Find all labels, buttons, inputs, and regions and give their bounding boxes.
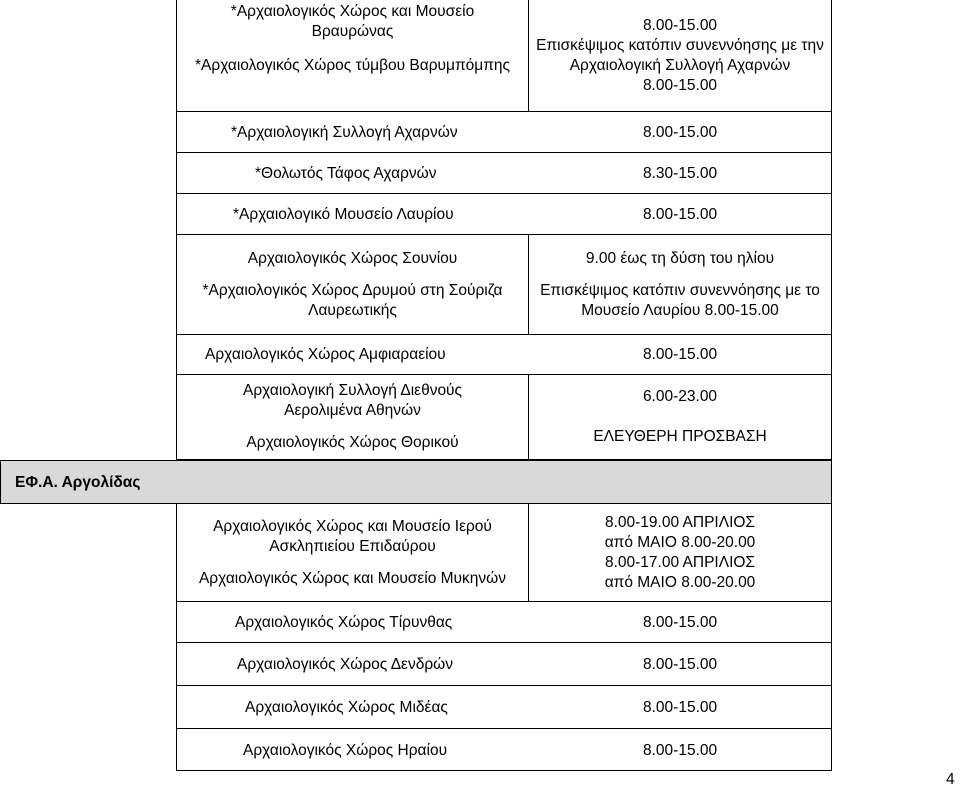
site-name-cell (177, 375, 529, 459)
site-name: Αρχαιολογικός Χώρος και Μουσείο Μυκηνών (198, 569, 507, 587)
site-name: Αρχαιολογικός Χώρος Αμφιαραείου (205, 346, 446, 363)
site-name: *Αρχαιολογικός Χώρος και Μουσείο Βραυρώνας (230, 3, 475, 40)
site-name: Αρχαιολογικός Χώρος Σουνίου (247, 249, 458, 267)
site-name: *Αρχαιολογική Συλλογή Αχαρνών (231, 124, 458, 141)
hours-cell (529, 375, 831, 459)
hours-cell (529, 0, 831, 111)
sites-table-bottom (176, 504, 832, 771)
hours-text: από ΜΑΙΟ 8.00-20.00 (604, 533, 756, 551)
site-name: *Αρχαιολογικός Χώρος τύμβου Βαρυμπόμπης (195, 57, 510, 74)
site-name: Αρχαιολογική Συλλογή Διεθνούς Αερολιμένα Αθηνών (242, 382, 463, 419)
hours-note: Επισκέψιμος κατόπιν συνεννόησης με το Μουσείο Λαυρίου 8.00-15.00 (540, 281, 820, 319)
site-name-cell (177, 504, 529, 601)
table-row (176, 504, 832, 602)
site-name-cell (177, 235, 529, 334)
site-name: *Θολωτός Τάφος Αχαρνών (255, 165, 437, 182)
site-name: Αρχαιολογικός Χώρος Θορικού (246, 434, 459, 451)
table-row (176, 643, 832, 686)
hours-text: 8.00-15.00 (643, 346, 718, 363)
hours-note: Επισκέψιμος κατόπιν συνεννόησης με την Αρχαιολογική Συλλογή Αχαρνών (536, 36, 824, 74)
hours-text: 8.00-15.00 (642, 16, 718, 34)
hours-text: 8.30-15.00 (643, 165, 718, 182)
table-row (176, 375, 832, 460)
hours-text: 8.00-15.00 (642, 76, 718, 94)
sites-table-top (176, 0, 832, 460)
table-row (176, 686, 832, 729)
site-name: Αρχαιολογικός Χώρος και Μουσείο Ιερού Ασκληπιείου Επιδαύρου (213, 517, 492, 555)
hours-cell (529, 504, 831, 601)
table-row (176, 194, 832, 235)
hours-text: 8.00-15.00 (643, 742, 718, 759)
table-row (176, 335, 832, 375)
site-name-cell (177, 0, 529, 111)
hours-text: 8.00-15.00 (643, 206, 718, 223)
table-row (176, 153, 832, 194)
site-name: *Αρχαιολογικός Χώρος Δρυμού στη Σούριζα Λαυρεωτικής (202, 281, 503, 319)
region-header-row (0, 460, 832, 504)
page-number: 4 (946, 771, 955, 788)
table-row (176, 235, 832, 335)
hours-cell (529, 235, 831, 334)
hours-text: 8.00-15.00 (643, 656, 718, 673)
table-row (176, 729, 832, 771)
hours-text: 8.00-15.00 (643, 124, 718, 141)
hours-text: 6.00-23.00 (642, 388, 718, 405)
hours-text: 8.00-17.00 ΑΠΡΙΛΙΟΣ (604, 553, 756, 571)
hours-text: 8.00-15.00 (643, 614, 718, 631)
site-name: Αρχαιολογικός Χώρος Τίρυνθας (235, 614, 453, 631)
site-name: Αρχαιολογικός Χώρος Ηραίου (243, 742, 448, 759)
site-name: Αρχαιολογικός Χώρος Μιδέας (245, 699, 448, 716)
table-row (176, 602, 832, 643)
hours-text: 8.00-19.00 ΑΠΡΙΛΙΟΣ (604, 513, 756, 531)
site-name: Αρχαιολογικός Χώρος Δενδρών (237, 656, 454, 673)
table-row (176, 112, 832, 153)
hours-text: 9.00 έως τη δύση του ηλίου (585, 249, 775, 267)
table-row (176, 0, 832, 112)
site-name: *Αρχαιολογικό Μουσείο Λαυρίου (233, 206, 454, 223)
hours-text: από ΜΑΙΟ 8.00-20.00 (604, 573, 756, 591)
access-note: ΕΛΕΥΘΕΡΗ ΠΡΟΣΒΑΣΗ (593, 428, 767, 445)
region-label: ΕΦ.Α. Αργολίδας (15, 474, 141, 491)
hours-text: 8.00-15.00 (643, 699, 718, 716)
